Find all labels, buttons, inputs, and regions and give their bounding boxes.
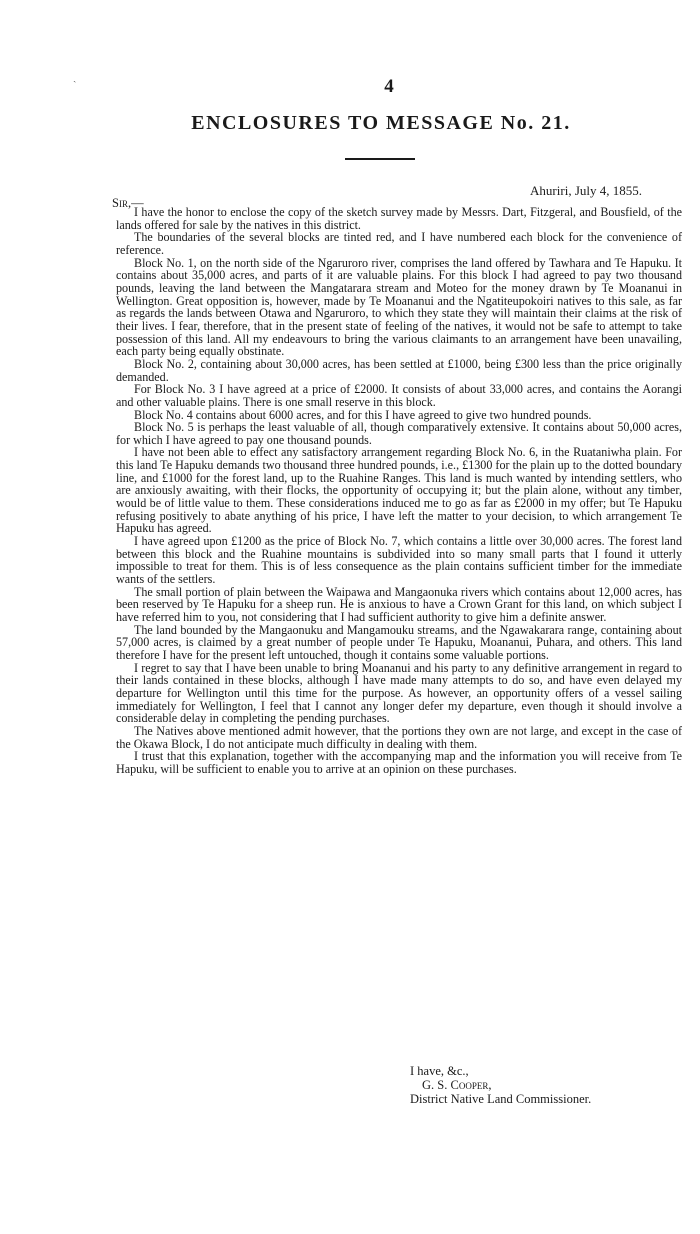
page-heading: ENCLOSURES TO MESSAGE No. 21.	[191, 112, 571, 134]
paragraph: Block No. 4 contains about 6000 acres, and for this I have agreed to give two hundred pounds.	[134, 407, 592, 422]
paragraph: Block No. 1, on the north side of the Ngaruroro river, comprises the land offered by Tawhara and Te Hapuku. It contains about 35,000 acres, and parts of it are valuable plains. For this block I had agreed to pay two thousand pounds, leaving the land between the Mangatarara stream and Moteo for the money drawn by Te Moananui in Wellington. Great opposition is, however, made by Te Moananui and the Ngatiteupokoiri natives to this sale, as far as regards the lands between Otawa and Ngaruroro, to which they state they will maintain their claims at the risk of their lives. I fear, therefore, that in the present state of feeling of the natives, it would not be safe to attempt to take possession of this land. All my endeavours to bring the various claimants to an arrangement have been unavailing, each party being equally obstinate.	[116, 255, 682, 359]
salutation: Sir,—	[112, 196, 144, 210]
paragraph: Block No. 5 is perhaps the least valuable of all, though comparatively extensive. It contains about 50,000 acres, for which I have agreed to pay one thousand pounds.	[116, 420, 682, 447]
paragraph: The land bounded by the Mangaonuku and Mangamouku streams, and the Ngawakarara range, containing about 57,000 acres, is claimed by a great number of people under Te Hapuku, Moananui, Puhara, and others. This land therefore I have for the present left untouched, though it contains some valuable portions.	[116, 622, 682, 662]
paragraph: The boundaries of the several blocks are tinted red, and I have numbered each block for the convenience of reference.	[116, 230, 682, 257]
paragraph: Block No. 2, containing about 30,000 acres, has been settled at £1000, being £300 less than the price originally demanded.	[116, 356, 682, 384]
dateline: Ahuriri, July 4, 1855.	[530, 183, 642, 198]
paragraph: I have agreed upon £1200 as the price of Block No. 7, which contains a little over 30,000 acres. The forest land between this block and the Ruahine mountains is subdivided into so many small parts that I found it utterly impossible to treat for them. This is of less consequence as the plain contains sufficient timber for the immediate wants of the settlers.	[116, 534, 682, 587]
paragraph: The small portion of plain between the Waipawa and Mangaonuka rivers which contains about 12,000 acres, has been reserved by Te Hapuku for a sheep run. He is anxious to have a Crown Grant for this land, on which subject I have referred him to you, not considering that I had sufficient authority to give him a definite answer.	[116, 584, 682, 624]
paragraph: The Natives above mentioned admit however, that the portions they own are not large, and except in the case of the Okawa Block, I do not anticipate much difficulty in dealing with them.	[116, 723, 682, 751]
signatory-title: District Native Land Commissioner.	[410, 1092, 592, 1106]
signature: G. S. Cooper,	[422, 1078, 492, 1092]
paragraph: I trust that this explanation, together with the accompanying map and the information you will receive from Te Hapuku, will be sufficient to enable you to arrive at an opinion on these purchases.	[116, 749, 682, 776]
page-number: 4	[384, 76, 394, 97]
heading-rule	[345, 158, 415, 160]
paragraph: I have the honor to enclose the copy of the sketch survey made by Messrs. Dart, Fitzgeral, and Bousfield, of the lands offered for sale by the natives in this district.	[116, 205, 682, 232]
letter-body	[116, 206, 682, 776]
paragraph: I have not been able to effect any satisfactory arrangement regarding Block No. 6, in the Ruataniwha plain. For this land Te Hapuku demands two thousand three hundred pounds, i.e., £1300 for the plain up to the dotted boundary line, and £1000 for the forest land, up to the Ruahine Ranges. This land is much wanted by intending settlers, who are anxiously awaiting, with their flocks, the opportunity of occupying it; but the plain alone, without any timber, would be of little value to them. These considerations induced me to go as far as £2000 in my offer; but Te Hapuku refusing positively to abate anything of his price, I have left the matter to your decision, to which arrangement Te Hapuku has agreed.	[116, 445, 682, 536]
paragraph: I regret to say that I have been unable to bring Moananui and his party to any definitive arrangement in regard to their lands contained in these blocks, although I have made many attempts to do so, and have even delayed my departure for Wellington until this time for the purpose. As however, an opportunity offers of a vessel sailing immediately for Wellington, I feel that I cannot any longer defer my departure, even though it should involve a considerable delay in completing the pending purchases.	[116, 660, 682, 726]
paragraph: For Block No. 3 I have agreed at a price of £2000. It consists of about 33,000 acres, and contains the Aorangi and other valuable plains. There is one small reserve in this block.	[116, 382, 682, 409]
closing: I have, &c.,	[410, 1064, 469, 1078]
margin-mark: ˏ	[73, 72, 77, 83]
